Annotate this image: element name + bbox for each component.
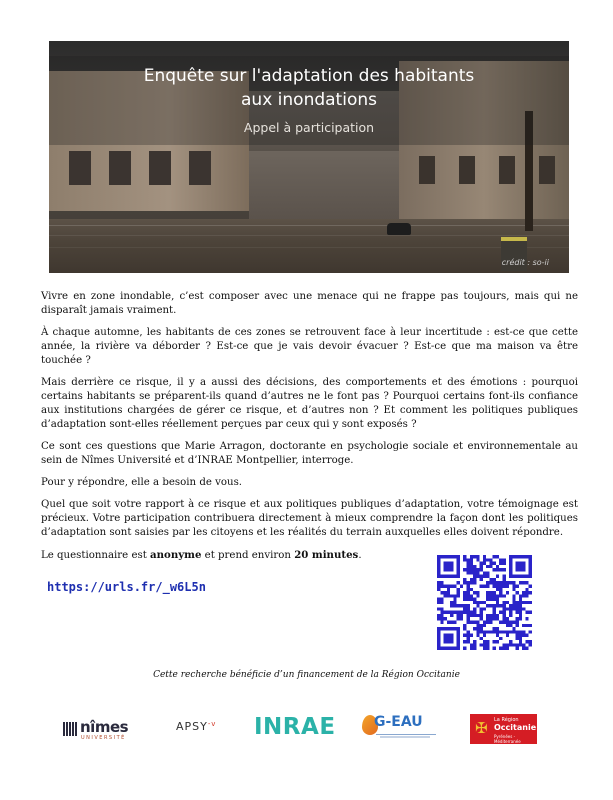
g-eau-tagline: [380, 736, 430, 738]
g-eau-logo: [362, 712, 438, 742]
occitanie-logo-line3: Pyrénées - Méditerranée: [494, 734, 521, 744]
hero-title: [49, 64, 569, 112]
region-occitanie-logo: [470, 714, 537, 744]
occitan-cross-icon: ✠: [475, 719, 488, 737]
nimes-logo-name: nîmes: [80, 718, 129, 736]
duration-text: Le questionnaire est: [41, 550, 151, 561]
hero-car: [387, 223, 411, 235]
nimes-mark-icon: [63, 722, 77, 736]
survey-link[interactable]: https://urls.fr/_w6L5n: [47, 580, 206, 594]
hero-image: [49, 41, 569, 273]
apsy-logo-suffix: -v: [207, 720, 217, 728]
paragraph: Mais derrière ce risque, il y a aussi des décisions, des comportements et des émotions : pourquoi certains habitants se préparent-ils quand d’autres ne le font pas ? Pourquoi certains font-ils confiance aux institutions chargées de gérer ce risque, et d’autres non ? Et comment les politiques publiques d’adaptation sont-elles réellement perçues par ceux qui y sont exposés ?: [41, 377, 578, 430]
photo-credit: crédit : so-ii: [501, 258, 549, 267]
hero-subtitle: Appel à participation: [243, 120, 375, 135]
paragraph: Vivre en zone inondable, c’est composer avec une menace qui ne frappe pas toujours, mais qui ne disparaît jamais vraiment.: [41, 291, 578, 316]
g-eau-logo-name: G-EAU: [374, 714, 423, 730]
funding-note: Cette recherche bénéficie d’un financement de la Région Occitanie: [153, 670, 460, 680]
inrae-logo: INRAE: [254, 714, 336, 740]
occitanie-logo-line2: Occitanie: [494, 723, 537, 732]
apsy-logo: [176, 720, 216, 733]
paragraph: Pour y répondre, elle a besoin de vous.: [41, 477, 243, 488]
paragraph: Quel que soit votre rapport à ce risque et aux politiques publiques d’adaptation, votre témoignage est précieux. Votre participation contribuera directement à mieux comprendre la façon dont les politiques d’adaptation sont saisies par les citoyens et les réalités du terrain auxquelles elles doivent répondre.: [41, 499, 578, 538]
hero-title-line1: Enquête sur l'adaptation des habitants: [143, 66, 475, 86]
body-text: [41, 290, 578, 571]
g-eau-divider: [376, 734, 436, 735]
hero-street-background: [249, 151, 399, 221]
duration-text: et prend environ: [201, 550, 295, 561]
hero-title-line2: aux inondations: [241, 90, 377, 110]
anonymous-emphasis: anonyme: [150, 549, 202, 561]
qr-code-icon[interactable]: [437, 555, 532, 650]
paragraph: À chaque automne, les habitants de ces zones se retrouvent face à leur incertitude : est-ce que cette année, la rivière va déborder ? Est-ce que je vais devoir évacuer ? Est-ce que ma maison va être touchée ?: [41, 327, 578, 366]
duration-emphasis: 20 minutes: [294, 549, 359, 561]
apsy-logo-text: APSY: [176, 720, 208, 733]
duration-text: .: [358, 550, 362, 561]
paragraph: Ce sont ces questions que Marie Arragon, doctorante en psychologie sociale et environnementale au sein de Nîmes Université et d’INRAE Montpellier, interroge.: [41, 441, 578, 466]
hero-flood-water: [49, 219, 569, 273]
nimes-logo-sub: UNIVERSITÉ: [81, 735, 126, 741]
nimes-university-logo: [63, 718, 129, 744]
occitanie-logo-line1: La Région: [494, 717, 519, 723]
